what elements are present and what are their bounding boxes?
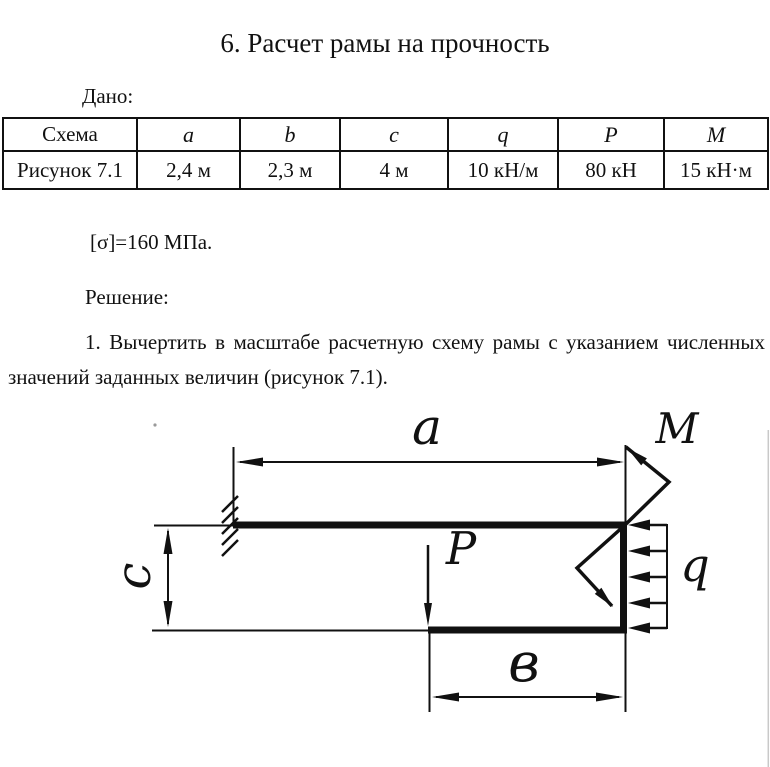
fixed-support-hatching: [222, 496, 238, 556]
dim-b-label: в: [508, 631, 540, 694]
header-m: M: [664, 118, 768, 151]
table-header-row: [3, 118, 768, 151]
frame-members: [233, 522, 627, 634]
given-data-table: [2, 117, 769, 190]
step1-line1: 1. Вычертить в масштабе расчетную схему рамы с указанием численных: [85, 330, 765, 354]
allowable-stress-text: [σ]=160 МПа.: [90, 230, 213, 254]
load-q-label: q: [680, 538, 710, 592]
header-q: q: [448, 118, 558, 151]
solution-label: Решение:: [85, 285, 169, 309]
dim-a-arrow: [236, 458, 624, 467]
header-schema: Схема: [3, 118, 137, 151]
dim-a-label: a: [412, 398, 442, 456]
header-a: a: [137, 118, 240, 151]
dim-c-arrow: [164, 528, 173, 627]
page-title: 6. Расчет рамы на прочность: [220, 28, 550, 58]
cell-q: 10 кН/м: [448, 151, 558, 189]
force-p-label: P: [445, 522, 477, 575]
cell-p: 80 кН: [558, 151, 664, 189]
header-p: P: [558, 118, 664, 151]
dim-c-label: c: [106, 562, 162, 590]
moment-arrow: [577, 447, 669, 607]
force-p-arrow: [424, 545, 432, 626]
step1-paragraph: [8, 325, 765, 395]
cell-c: 4 м: [340, 151, 448, 189]
load-q-arrows: [628, 520, 667, 634]
scan-artifact-dot: [153, 423, 156, 426]
extension-lines: [152, 445, 626, 712]
given-label: Дано:: [82, 84, 134, 108]
cell-a: 2,4 м: [137, 151, 240, 189]
dim-b-arrow: [432, 693, 623, 702]
header-c: c: [340, 118, 448, 151]
header-b: b: [240, 118, 340, 151]
table-data-row: [3, 151, 768, 189]
cell-b: 2,3 м: [240, 151, 340, 189]
cell-m: 15 кН·м: [664, 151, 768, 189]
moment-label: M: [655, 404, 699, 453]
step1-line2: значений заданных величин (рисунок 7.1).: [8, 365, 388, 389]
cell-schema: Рисунок 7.1: [3, 151, 137, 189]
